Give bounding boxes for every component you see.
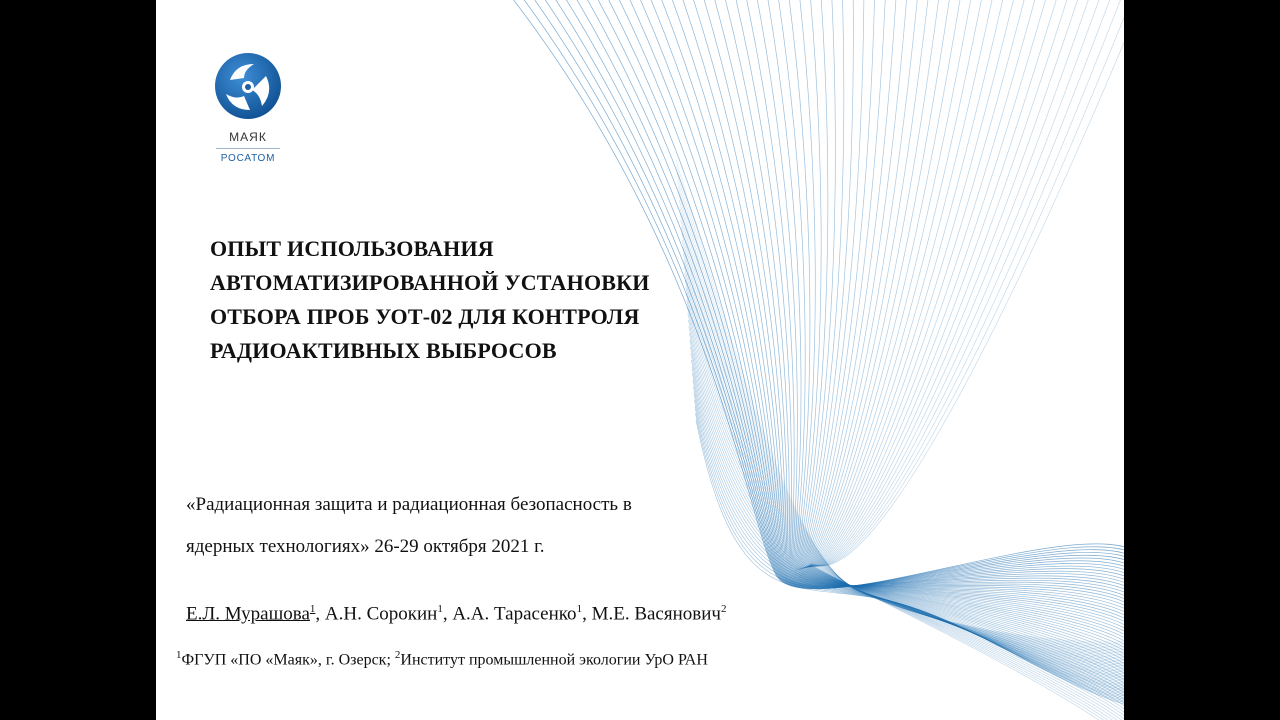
author-separator: ,	[442, 603, 448, 625]
affiliations	[176, 649, 708, 669]
author-affiliation-mark: 1	[309, 603, 316, 615]
affiliation-text: Институт промышленной экологии УрО РАН	[400, 651, 708, 669]
authors-list	[186, 603, 726, 625]
author-affiliation-mark: 1	[437, 603, 443, 615]
author-name: Е.Л. Мурашова	[186, 603, 310, 625]
title-line: АВТОМАТИЗИРОВАННОЙ УСТАНОВКИ	[210, 270, 650, 295]
slide	[156, 0, 1124, 720]
rosatom-emblem-icon	[214, 52, 282, 120]
author-affiliation-mark: 1	[576, 603, 583, 615]
title-line: ОПЫТ ИСПОЛЬЗОВАНИЯ	[210, 236, 494, 261]
affiliation-mark: 1	[176, 649, 182, 661]
author-name: М.Е. Васянович	[591, 603, 721, 625]
company-logo	[212, 52, 284, 164]
author-name: А.Н. Сорокин	[324, 603, 438, 625]
logo-divider	[216, 148, 280, 149]
swirl-line	[788, 0, 1124, 648]
conference-info	[186, 484, 766, 568]
title-line: РАДИОАКТИВНЫХ ВЫБРОСОВ	[210, 338, 557, 363]
author-name: А.А. Тарасенко	[452, 603, 577, 625]
logo-organization: РОСАТОМ	[220, 153, 276, 164]
affiliation-mark: 2	[394, 649, 401, 661]
swirl-line	[677, 173, 1124, 645]
author-separator: ,	[315, 603, 321, 625]
conference-line: ядерных технологиях» 26-29 октября 2021 г.	[186, 536, 545, 557]
author-affiliation-mark: 2	[720, 603, 727, 615]
author-separator: ,	[582, 603, 587, 625]
presentation-title	[210, 232, 730, 368]
swirl-line	[805, 0, 1124, 719]
affiliation-text: ФГУП «ПО «Маяк», г. Озерск;	[181, 651, 395, 669]
swirl-line	[797, 0, 1124, 665]
swirl-line	[795, 0, 1124, 658]
title-line: ОТБОРА ПРОБ УОТ-02 ДЛЯ КОНТРОЛЯ	[210, 304, 640, 329]
logo-name: МАЯК	[229, 130, 267, 144]
conference-line: «Радиационная защита и радиационная безопасность в	[186, 494, 632, 515]
